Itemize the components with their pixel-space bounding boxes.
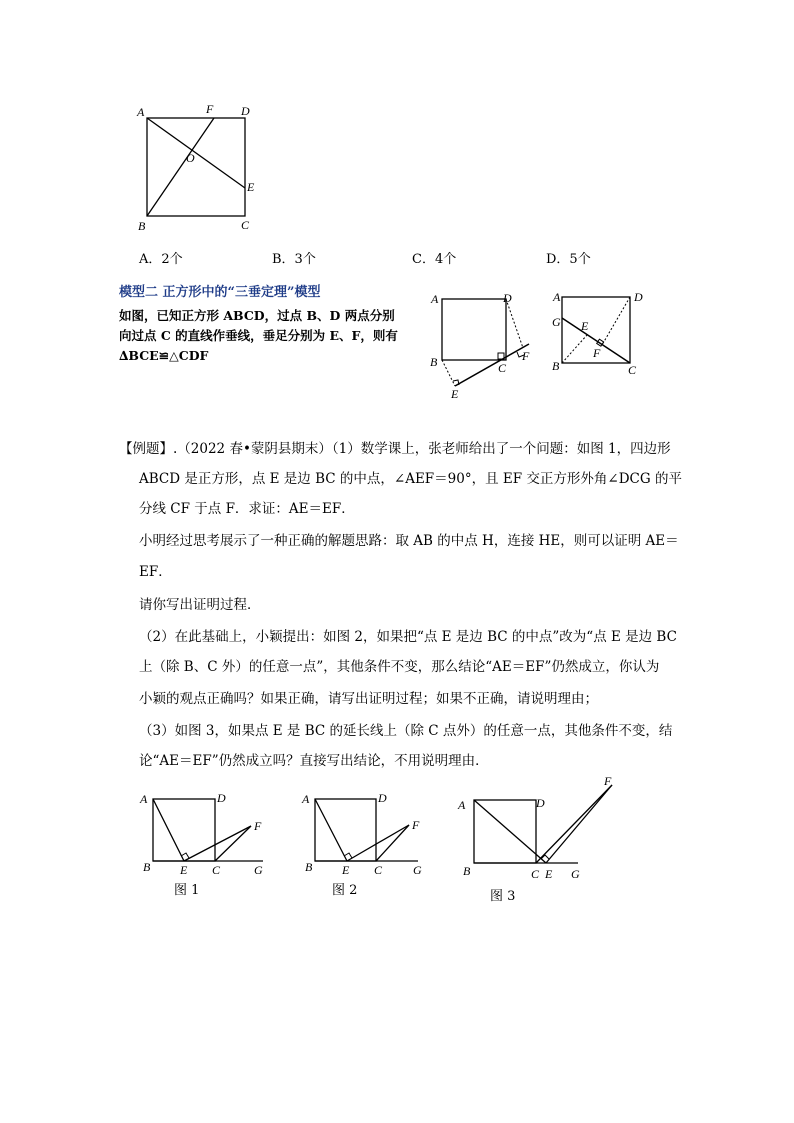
figure-2: [298, 785, 433, 880]
fig3-label-A: A: [458, 798, 466, 812]
example-line-6: 请你写出证明过程．: [139, 597, 261, 613]
option-b: B．3个: [272, 252, 316, 267]
m2r-label-D: D: [634, 290, 643, 304]
label-C: C: [241, 218, 250, 232]
figure-3-caption: 图 3: [490, 889, 516, 904]
figure-1: [138, 785, 273, 880]
fig1-label-F: F: [254, 819, 262, 833]
example-line-3: 分线 CF 于点 F．求证：AE＝EF．: [139, 501, 355, 517]
model2-line-2: 向过点 C 的直线作垂线，垂足分别为 E、F，则有: [119, 328, 398, 343]
fig2-label-G: G: [413, 863, 422, 877]
example-line-10: （3）如图 3，如果点 E 是 BC 的延长线上（除 C 点外）的任意一点，其他条件不变，结: [139, 723, 673, 739]
model2-figure-right: [548, 286, 658, 381]
fig1-label-E: E: [180, 863, 188, 877]
fig1-label-B: B: [143, 860, 151, 874]
m2l-label-C: C: [498, 361, 507, 375]
example-line-7: （2）在此基础上，小颖提出：如图 2，如果把“点 E 是边 BC 的中点”改为“点 E 是边 BC: [139, 629, 677, 645]
example-line-4: 小明经过思考展示了一种正确的解题思路：取 AB 的中点 H，连接 HE，则可以证明 AE＝: [139, 533, 679, 549]
fig2-label-E: E: [342, 863, 350, 877]
m2r-label-A: A: [553, 290, 561, 304]
fig3-label-G: G: [571, 867, 580, 881]
fig3-label-C: C: [531, 867, 540, 881]
model2-title: 模型二 正方形中的“三垂定理”模型: [119, 285, 321, 300]
fig1-label-A: A: [140, 792, 148, 806]
m2r-label-B: B: [552, 359, 560, 373]
fig2-label-F: F: [412, 818, 420, 832]
label-A: A: [137, 105, 145, 119]
example-line-9: 小颖的观点正确吗？如果正确，请写出证明过程；如果不正确，请说明理由；: [139, 691, 598, 707]
label-F: F: [206, 102, 214, 116]
fig3-label-F: F: [604, 774, 612, 788]
fig1-label-G: G: [254, 863, 263, 877]
label-B: B: [138, 219, 146, 233]
fig3-label-E: E: [545, 867, 553, 881]
model2-figure-left: [425, 288, 545, 403]
m2r-label-C: C: [628, 363, 637, 377]
example-line-2: ABCD 是正方形，点 E 是边 BC 的中点，∠AEF＝90°，且 EF 交正方形外角∠DCG 的平: [139, 471, 682, 487]
m2l-label-E: E: [451, 387, 459, 401]
m2l-label-B: B: [430, 355, 438, 369]
example-line-5: EF．: [139, 564, 172, 580]
example-line-8: 上（除 B、C 外）的任意一点”，其他条件不变，那么结论“AE＝EF”仍然成立，你认为: [139, 659, 660, 675]
fig2-label-B: B: [305, 860, 313, 874]
fig3-label-B: B: [463, 864, 471, 878]
fig3-label-D: D: [536, 796, 545, 810]
figure-3: [455, 772, 620, 882]
option-d: D．5个: [546, 252, 591, 267]
fig2-label-C: C: [374, 863, 383, 877]
figure-2-caption: 图 2: [332, 883, 358, 898]
fig1-label-C: C: [212, 863, 221, 877]
example-line-11: 论“AE＝EF”仍然成立吗？直接写出结论，不用说明理由．: [139, 753, 489, 769]
m2l-label-F: F: [522, 349, 530, 363]
figure-1-caption: 图 1: [174, 883, 200, 898]
m2r-label-G: G: [552, 315, 561, 329]
option-c: C．4个: [412, 252, 457, 267]
top-square-figure: [130, 98, 270, 238]
label-D: D: [241, 104, 250, 118]
model2-description: [119, 306, 419, 366]
label-E: E: [247, 180, 255, 194]
m2r-label-E: E: [581, 319, 589, 333]
fig2-label-A: A: [302, 792, 310, 806]
fig2-label-D: D: [378, 791, 387, 805]
option-a: A．2个: [139, 252, 183, 267]
m2l-label-D: D: [503, 291, 512, 305]
m2l-label-A: A: [431, 292, 439, 306]
example-line-1: 【例题】.（2022 春•蒙阴县期末）（1）数学课上，张老师给出了一个问题：如图 1，四边形: [119, 441, 671, 457]
model2-line-1: 如图，已知正方形 ABCD，过点 B、D 两点分别: [119, 308, 395, 323]
model2-line-3: ∆BCE≌△CDF: [119, 348, 209, 363]
label-O: O: [186, 151, 195, 165]
fig1-label-D: D: [217, 791, 226, 805]
m2r-label-F: F: [593, 346, 601, 360]
